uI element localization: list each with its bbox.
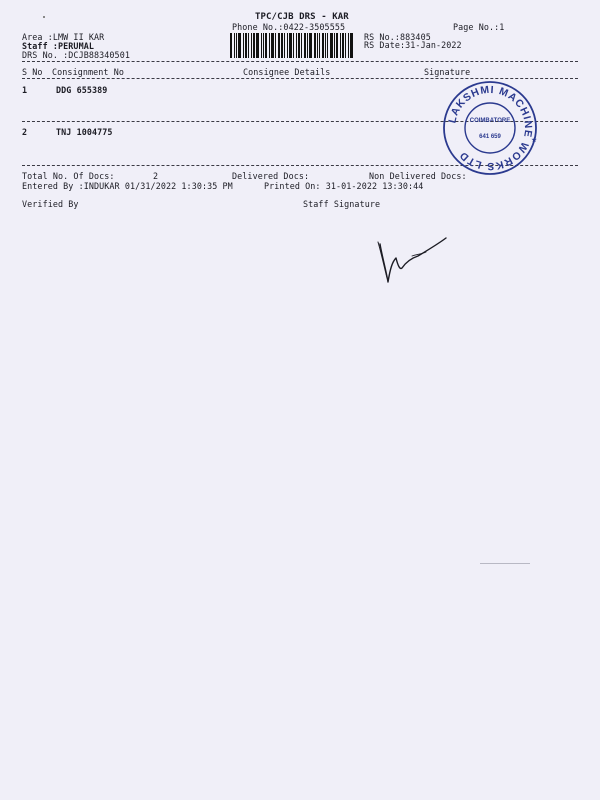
area-field: Area :LMW II KAR bbox=[22, 32, 105, 42]
divider bbox=[22, 78, 578, 79]
barcode-bar bbox=[245, 33, 247, 58]
barcode-bar bbox=[269, 33, 270, 58]
barcode-bar bbox=[263, 33, 264, 58]
handwritten-signature bbox=[372, 232, 454, 287]
barcode-bar bbox=[256, 33, 259, 58]
column-header-consignment: Consignment No bbox=[52, 67, 124, 77]
divider bbox=[22, 61, 578, 62]
barcode-bar bbox=[309, 33, 312, 58]
scan-speck bbox=[480, 563, 530, 564]
barcode-bar bbox=[314, 33, 316, 58]
svg-text:641 659: 641 659 bbox=[479, 134, 501, 140]
barcode-bar bbox=[261, 33, 262, 58]
delivered-docs-label: Delivered Docs: bbox=[232, 171, 310, 181]
barcode-bar bbox=[350, 33, 353, 58]
barcode-bar bbox=[251, 33, 252, 58]
barcode-bar bbox=[234, 33, 235, 58]
barcode-bar bbox=[248, 33, 249, 58]
document-title: TPC/CJB DRS - KAR bbox=[255, 12, 349, 22]
row-consignment: DDG 655389 bbox=[56, 85, 108, 95]
barcode-bar bbox=[322, 33, 324, 58]
staff-field: Staff :PERUMAL bbox=[22, 41, 94, 51]
drs-number: DRS No. :DCJB88340501 bbox=[22, 50, 130, 60]
barcode-bar bbox=[325, 33, 326, 58]
barcode bbox=[230, 33, 356, 58]
barcode-bar bbox=[298, 33, 300, 58]
barcode-bar bbox=[289, 33, 292, 58]
verified-by-label: Verified By bbox=[22, 199, 79, 209]
column-header-signature: Signature bbox=[424, 67, 471, 77]
barcode-bar bbox=[327, 33, 328, 58]
barcode-bar bbox=[253, 33, 255, 58]
barcode-bar bbox=[334, 33, 335, 58]
entered-by: Entered By :INDUKAR 01/31/2022 1:30:35 PM bbox=[22, 181, 233, 191]
barcode-bar bbox=[340, 33, 341, 58]
svg-text:COIMBATORE: COIMBATORE bbox=[469, 118, 511, 124]
barcode-bar bbox=[236, 33, 237, 58]
barcode-bar bbox=[287, 33, 288, 58]
non-delivered-docs-label: Non Delivered Docs: bbox=[369, 171, 467, 181]
barcode-bar bbox=[342, 33, 344, 58]
phone-number: Phone No.:0422-3505555 bbox=[232, 22, 346, 32]
barcode-bar bbox=[345, 33, 346, 58]
rs-date: RS Date:31-Jan-2022 bbox=[364, 40, 462, 50]
total-docs-value: 2 bbox=[153, 171, 159, 181]
column-header-consignee: Consignee Details bbox=[243, 67, 331, 77]
svg-text:LAKSHMI MACHINE WORKS LTD: LAKSHMI MACHINE WORKS LTD bbox=[446, 83, 535, 173]
barcode-bar bbox=[336, 33, 338, 58]
barcode-bar bbox=[275, 33, 276, 58]
svg-text:★: ★ bbox=[531, 137, 538, 144]
staff-signature-label: Staff Signature bbox=[303, 199, 381, 209]
barcode-bar bbox=[293, 33, 294, 58]
barcode-bar bbox=[278, 33, 280, 58]
barcode-bar bbox=[284, 33, 285, 58]
barcode-bar bbox=[281, 33, 283, 58]
page-number: Page No.:1 bbox=[453, 22, 505, 32]
barcode-bar bbox=[304, 33, 306, 58]
scan-speck bbox=[43, 16, 45, 18]
rs-number: RS No.:883405 bbox=[364, 32, 431, 42]
barcode-bar bbox=[265, 33, 267, 58]
barcode-bar bbox=[307, 33, 308, 58]
barcode-bar bbox=[296, 33, 297, 58]
barcode-bar bbox=[348, 33, 349, 58]
barcode-bar bbox=[271, 33, 274, 58]
column-header-sno: S No bbox=[22, 67, 43, 77]
barcode-bar bbox=[238, 33, 241, 58]
row-sno: 1 bbox=[22, 85, 28, 95]
row-consignment: TNJ 1004775 bbox=[56, 127, 113, 137]
barcode-bar bbox=[319, 33, 320, 58]
barcode-bar bbox=[243, 33, 244, 58]
printed-on: Printed On: 31-01-2022 13:30:44 bbox=[264, 181, 424, 191]
barcode-bar bbox=[317, 33, 318, 58]
barcode-bar bbox=[230, 33, 232, 58]
barcode-bar bbox=[301, 33, 302, 58]
row-sno: 2 bbox=[22, 127, 28, 137]
total-docs-label: Total No. Of Docs: bbox=[22, 171, 115, 181]
barcode-bar bbox=[330, 33, 333, 58]
company-stamp bbox=[440, 80, 540, 176]
